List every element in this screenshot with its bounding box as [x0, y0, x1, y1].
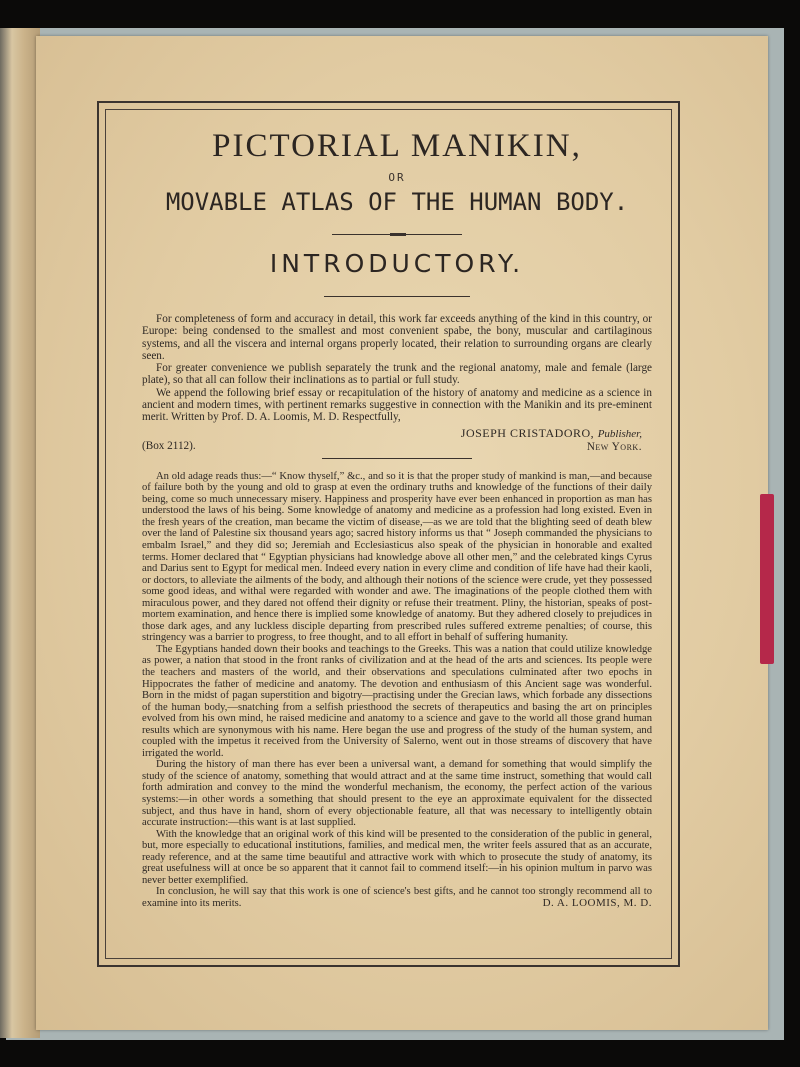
section-heading: INTRODUCTORY.: [269, 249, 525, 278]
author-signature: D. A. LOOMIS, M. D.: [542, 896, 652, 909]
publisher: [461, 427, 642, 440]
paragraph: During the history of man there has ever been a universal want, a demand for something that would simplify the study of the science of anatomy, something that would attract and at the same time instruct, something that would call forth admiration and convey to the mind the wonderful mechanism, the economy, the perfect action of the various systems:—in other words a something that should present to the eye an approximate equivalent for the dissected subject, and thus have in hand, shorn of every objectionable feature, all that was necessary to intelligently obtain accurate instruction:—this want is at last supplied.: [142, 759, 652, 829]
essay: [142, 471, 652, 910]
paragraph: For greater convenience we publish separately the trunk and the regional anatomy, male and female (large plate), so that all can follow their inclinations as to partial or full study.: [142, 362, 652, 387]
book-edge: [0, 28, 40, 1038]
paragraph: With the knowledge that an original work of this kind will be presented to the consideration of the public in general, but, more especially to educational institutions, families, and medical men, the writer feels assured that as an accurate, ready reference, and at the same time beautiful and attractive work with which to prosecute the study of anatomy, its great usefulness will at once be so apparent that it cannot fail to commend itself:—in his opinion multum in parvo was never better exemplified.: [142, 828, 652, 886]
closing-text: In conclusion, he will say that this work is one of science's best gifts, and he cannot too strongly recommend all to examine into its merits.: [142, 886, 652, 909]
publisher-name: JOSEPH CRISTADORO,: [460, 425, 595, 440]
publisher-role: Publisher,: [597, 427, 642, 440]
publisher-place: New York.: [586, 440, 642, 453]
paragraph: [142, 886, 652, 909]
paragraph: The Egyptians handed down their books and teachings to the Greeks. This was a nation that could utilize knowledge as power, a nation that stood in the front ranks of civilization and at the head of the arts and sciences. Its people were the teachers and masters of the world, and their observations and speculations culminated after two epochs in Hippocrates the father of medicine and anatomy. The devotion and enthusiasm of this Ancient sage was wonderful. Born in the midst of pagan superstition and bigotry—practising under the Grecian laws, which forbade any dissections of the human body,—snatching from a selfish priesthood the secrets of therapeutics and basing the art on principles evolved from his own mind, he raised medicine and anatomy to a science and gave to the world all those grand human results which are synonymous with his name. Here began the use and progress of the study of the human system, and coupled with the impetus it received from the University of Salerno, went out in those streams of discovery that have irrigated the world.: [142, 643, 652, 759]
paragraph: An old adage reads thus:—“ Know thyself,” &c., and so it is that the proper study of mankind is man,—and because of failure both by the young and old to grasp at even the ordinary truths and knowledge of the functions of their daily being, come so much unnecessary misery. Happiness and prosperity have ever been enhanced in proportion as man has understood the laws of his being. Some knowledge of anatomy and medicine as a profession had long existed. Even in the fresh years of the creation, man became the victim of disease,—as we are told that the blighting seed of death blew over the land of Palestine six thousand years ago; sacred history informs us that “ Joseph commanded the physicians to embalm Israel,” and they did so; Jeremiah and Ecclesiasticus also speak of the physician in honorable and exalted terms. Homer declared that “ Egyptian physicians had knowledge above all other men,” and the celebrated kings Cyrus and Darius sent to Egypt for medical men. Indeed every nation in every clime and condition of life have had their kaoli, or doctors, to alleviate the ailments of the body, and although their notions of the science were crude, yet they possessed some good ideas, and withal were regarded with wonder and awe. The imaginations of the people clothed them with miraculous power, and they dared not offend their dignity or refuse their treatment. Pliny, the historian, speaks of post-mortem examination, and hence there is implied some knowledge of anatomy. But they adhered closely to prejudices in those dark ages, and any luckless disciple departing from prescribed rules suffered extreme penalties; of course, this stringency was a barrier to progress, to free thought, and to all effort in behalf of suffering humanity.: [142, 470, 652, 644]
paragraph: For completeness of form and accuracy in detail, this work far exceeds anything of the kind in this country, or Europe: being condensed to the smallest and most convenient spabe, the bony, muscular and cartilaginous systems, and all the viscera and internal organs properly located, their relation to surrounding organs are clearly seen.: [142, 313, 652, 362]
divider-rule: [324, 296, 470, 297]
document-subtitle: MOVABLE ATLAS OF THE HUMAN BODY.: [165, 188, 629, 216]
bookmark-ribbon: [760, 494, 774, 664]
prefatory-note: [142, 313, 652, 454]
ornamental-rule: [332, 234, 462, 235]
divider-rule: [322, 458, 472, 459]
document-content: [142, 124, 652, 909]
box-number: (Box 2112).: [142, 439, 196, 452]
paragraph: We append the following brief essay or recapitulation of the history of anatomy and medicine as a science in ancient and modern times, with pertinent remarks suggestive in connection with the Manikin and its pre-eminent merit. Written by Prof. D. A. Loomis, M. D. Respectfully,: [142, 386, 652, 424]
title-or: OR: [388, 171, 406, 184]
publisher-signature: [142, 424, 652, 454]
document-title: PICTORIAL MANIKIN,: [212, 128, 582, 164]
